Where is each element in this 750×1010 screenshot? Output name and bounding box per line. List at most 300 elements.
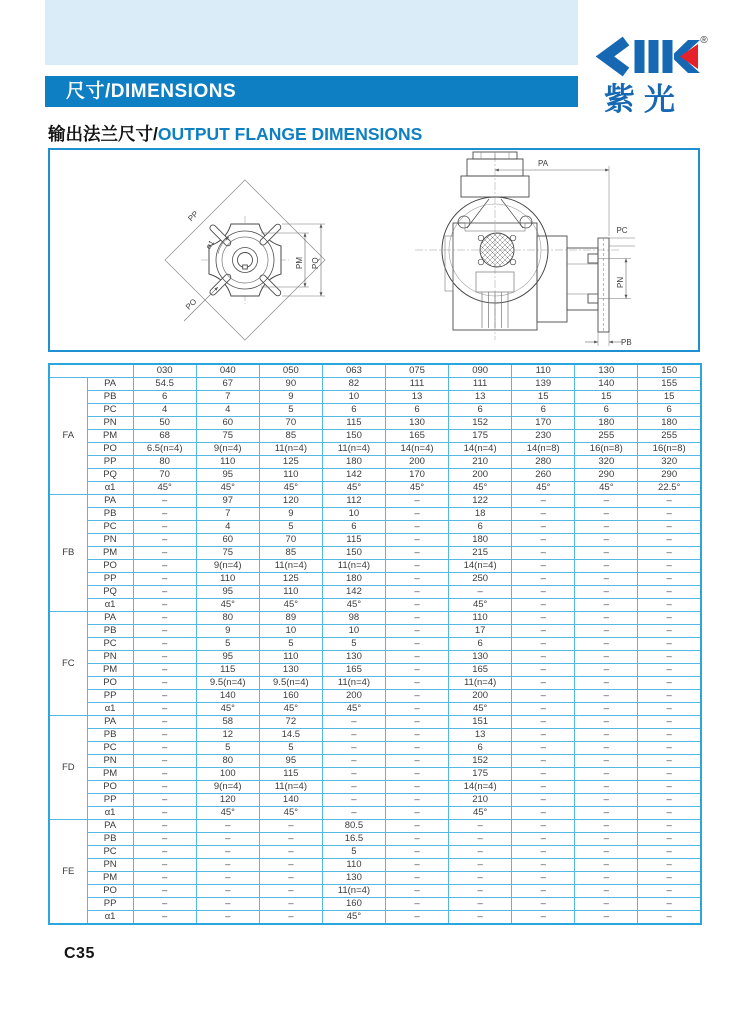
dimension-cell: – (385, 898, 448, 911)
dimension-cell: – (512, 859, 575, 872)
dimension-cell: 9(n=4) (196, 560, 259, 573)
dimension-cell: 170 (385, 469, 448, 482)
table-corner-cell (49, 364, 133, 378)
dimension-cell: – (196, 846, 259, 859)
dimension-cell: 110 (259, 469, 322, 482)
row-label: α1 (87, 599, 133, 612)
dimension-cell: – (638, 820, 701, 833)
dimension-cell: 110 (322, 859, 385, 872)
dimension-cell: 111 (385, 378, 448, 391)
table-row (49, 547, 701, 560)
dimension-cell: 45° (575, 482, 638, 495)
dimension-cell: 180 (322, 456, 385, 469)
dimension-cell: 200 (385, 456, 448, 469)
dimension-cell: – (638, 586, 701, 599)
dimension-cell: – (638, 690, 701, 703)
dimension-cell: 142 (322, 469, 385, 482)
dimension-cell: – (575, 781, 638, 794)
logo-z-stroke (605, 41, 626, 72)
dimension-cell: 6 (133, 391, 196, 404)
row-label: PA (87, 612, 133, 625)
dimension-cell: – (512, 846, 575, 859)
dimension-cell: 100 (196, 768, 259, 781)
dimension-cell: 115 (322, 534, 385, 547)
dimension-cell: 120 (259, 495, 322, 508)
dimension-cell: 11(n=4) (449, 677, 512, 690)
table-row (49, 417, 701, 430)
dimension-cell: – (512, 534, 575, 547)
dimension-cell: 85 (259, 430, 322, 443)
dimension-cell: 9 (259, 508, 322, 521)
dimension-cell: 7 (196, 391, 259, 404)
logo-i2 (649, 40, 659, 73)
dimension-cell: 6 (638, 404, 701, 417)
housing-ribs (482, 292, 508, 328)
dimension-cell: 180 (322, 573, 385, 586)
table-row (49, 651, 701, 664)
section-banner (45, 76, 578, 107)
dimension-cell: 45° (322, 482, 385, 495)
dimension-cell: – (575, 703, 638, 716)
dimension-cell: 45° (322, 911, 385, 925)
dimension-cell: – (638, 833, 701, 846)
table-row (49, 599, 701, 612)
dimension-cell: 255 (575, 430, 638, 443)
table-row (49, 378, 701, 391)
dimension-cell: 45° (196, 807, 259, 820)
dimension-cell: 255 (638, 430, 701, 443)
dimension-cell: 115 (322, 417, 385, 430)
dimension-cell: 175 (449, 768, 512, 781)
dimension-cell: 5 (196, 742, 259, 755)
dimension-cell: 45° (259, 482, 322, 495)
dimension-cell: 97 (196, 495, 259, 508)
column-header: 040 (196, 364, 259, 378)
page-title-en: OUTPUT FLANGE DIMENSIONS (157, 124, 423, 144)
brand-logo (596, 34, 710, 118)
dimension-cell: 290 (575, 469, 638, 482)
dimension-cell: 4 (133, 404, 196, 417)
dimension-cell: 22.5° (638, 482, 701, 495)
dimension-cell: 18 (449, 508, 512, 521)
dimension-cell: – (133, 872, 196, 885)
dimension-cell: 210 (449, 794, 512, 807)
dimension-cell: – (512, 651, 575, 664)
dimension-cell: – (259, 846, 322, 859)
dimension-cell: – (638, 872, 701, 885)
row-label: PM (87, 430, 133, 443)
dimension-cell: 14(n=4) (449, 443, 512, 456)
dimension-cell: 95 (259, 755, 322, 768)
dimension-cell: – (385, 729, 448, 742)
dimension-cell: – (575, 560, 638, 573)
dimension-cell: 13 (449, 729, 512, 742)
table-row (49, 456, 701, 469)
row-label: PO (87, 885, 133, 898)
dimension-cell: 5 (259, 638, 322, 651)
row-label: PM (87, 768, 133, 781)
dimension-cell: – (575, 794, 638, 807)
dimension-cell: – (638, 651, 701, 664)
dimension-cell: – (512, 703, 575, 716)
row-label: PP (87, 690, 133, 703)
dimension-cell: – (512, 716, 575, 729)
dimension-cell: – (259, 833, 322, 846)
pc-label: PC (616, 226, 628, 235)
dimension-cell: 50 (133, 417, 196, 430)
dimension-cell: – (512, 729, 575, 742)
dimension-cell: – (133, 521, 196, 534)
dimension-cell: 4 (196, 521, 259, 534)
dimension-cell: 7 (196, 508, 259, 521)
dimension-cell: – (638, 794, 701, 807)
dimension-cell: – (512, 898, 575, 911)
dimension-cell: – (512, 638, 575, 651)
dimension-cell: 215 (449, 547, 512, 560)
dimension-cell: – (322, 807, 385, 820)
dimension-cell: 10 (322, 508, 385, 521)
dimension-cell: 6 (449, 404, 512, 417)
dimension-cell: – (322, 781, 385, 794)
row-label: PA (87, 716, 133, 729)
dimension-cell: 5 (196, 638, 259, 651)
dimension-cell: 130 (385, 417, 448, 430)
dimension-cell: – (638, 716, 701, 729)
dimension-cell: 13 (385, 391, 448, 404)
dimension-cell: – (512, 664, 575, 677)
dimension-cell: – (638, 911, 701, 925)
dimension-cell: – (385, 885, 448, 898)
dimension-cell: – (196, 820, 259, 833)
dimension-cell: – (638, 521, 701, 534)
dimension-cell: – (575, 898, 638, 911)
row-label: PN (87, 651, 133, 664)
dimension-cell: 10 (322, 391, 385, 404)
dimension-cell: – (512, 833, 575, 846)
dimension-cell: 5 (322, 846, 385, 859)
group-label: FD (49, 716, 87, 820)
table-row (49, 911, 701, 925)
dimension-cell: – (638, 807, 701, 820)
dimension-cell: 5 (322, 638, 385, 651)
dimension-cell: – (133, 508, 196, 521)
dimension-cell: 110 (259, 586, 322, 599)
dimension-cell: – (385, 677, 448, 690)
dimension-cell: – (575, 508, 638, 521)
dimension-cell: – (133, 560, 196, 573)
dimension-cell: 16.5 (322, 833, 385, 846)
dimension-cell: – (512, 911, 575, 925)
row-label: PQ (87, 586, 133, 599)
dimension-cell: – (575, 638, 638, 651)
dimension-cell: – (575, 755, 638, 768)
dimension-cell: – (133, 495, 196, 508)
dimension-cell: 9.5(n=4) (259, 677, 322, 690)
dimension-cell: 150 (322, 547, 385, 560)
dimension-cell: – (575, 573, 638, 586)
table-row (49, 755, 701, 768)
page-title (48, 121, 422, 146)
dimension-cell: – (133, 807, 196, 820)
table-row (49, 534, 701, 547)
row-label: PM (87, 664, 133, 677)
column-header: 150 (638, 364, 701, 378)
dimension-cell: 9(n=4) (196, 781, 259, 794)
dimension-cell: 165 (385, 430, 448, 443)
dimension-cell: – (385, 495, 448, 508)
dimension-cell: – (575, 859, 638, 872)
dimension-cell: 95 (196, 651, 259, 664)
dimension-cell: – (575, 534, 638, 547)
dimension-cell: – (638, 495, 701, 508)
dimension-cell: – (133, 599, 196, 612)
dimension-cell: 95 (196, 586, 259, 599)
dimension-cell: – (638, 664, 701, 677)
dimension-cell: – (575, 820, 638, 833)
dimension-cell: – (512, 560, 575, 573)
dimension-cell: – (575, 651, 638, 664)
dimension-cell: – (449, 820, 512, 833)
table-row (49, 560, 701, 573)
dimension-cell: – (449, 911, 512, 925)
row-label: PB (87, 729, 133, 742)
dimension-cell: – (638, 612, 701, 625)
group-label: FE (49, 820, 87, 925)
dimension-cell: – (638, 885, 701, 898)
dimension-cell: – (133, 768, 196, 781)
table-row (49, 495, 701, 508)
dimension-cell: 11(n=4) (322, 677, 385, 690)
dimension-cell: 170 (512, 417, 575, 430)
row-label: PC (87, 638, 133, 651)
dimension-cell: – (196, 872, 259, 885)
dimension-cell: – (638, 508, 701, 521)
flange-front-view (165, 180, 325, 340)
table-row (49, 573, 701, 586)
dimension-cell: – (575, 612, 638, 625)
page-number: C35 (64, 945, 95, 962)
dimension-cell: 120 (196, 794, 259, 807)
dimension-cell: – (638, 859, 701, 872)
dimension-cell: – (385, 872, 448, 885)
table-row (49, 898, 701, 911)
dimension-cell: – (385, 768, 448, 781)
dimension-cell: 180 (638, 417, 701, 430)
dimension-cell: 75 (196, 547, 259, 560)
dimension-cell: 11(n=4) (322, 885, 385, 898)
row-label: α1 (87, 482, 133, 495)
dimension-cell: 5 (259, 521, 322, 534)
dimension-cell: 58 (196, 716, 259, 729)
dimension-cell: – (259, 872, 322, 885)
row-label: PP (87, 794, 133, 807)
dimension-cell: 250 (449, 573, 512, 586)
table-row (49, 716, 701, 729)
table-row (49, 833, 701, 846)
dimension-cell: – (575, 911, 638, 925)
dimension-cell: – (575, 833, 638, 846)
dimension-cell: 75 (196, 430, 259, 443)
dimension-cell: – (385, 833, 448, 846)
dimension-cell: – (385, 690, 448, 703)
gearbox-side-view (415, 152, 635, 347)
logo-i1 (635, 40, 645, 73)
dimension-cell: 6 (449, 521, 512, 534)
dimension-cell: 6 (322, 521, 385, 534)
dimension-cell: – (385, 638, 448, 651)
pp-label: PP (186, 209, 201, 224)
dimension-cell: – (259, 859, 322, 872)
dimension-cell: 6 (512, 404, 575, 417)
dimension-cell: 45° (385, 482, 448, 495)
dimension-cell: 45° (449, 599, 512, 612)
dimension-cell: 140 (259, 794, 322, 807)
dimension-cell: 165 (449, 664, 512, 677)
dimension-cell: – (575, 768, 638, 781)
dimension-cell: – (385, 859, 448, 872)
row-label: PB (87, 391, 133, 404)
row-label: α1 (87, 807, 133, 820)
dimension-cell: – (196, 911, 259, 925)
column-header: 110 (512, 364, 575, 378)
dimension-cell: 68 (133, 430, 196, 443)
dimension-cell: – (575, 716, 638, 729)
dimension-cell: 11(n=4) (259, 443, 322, 456)
dimension-cell: 6 (322, 404, 385, 417)
table-row (49, 703, 701, 716)
dimension-cell: – (385, 521, 448, 534)
column-header: 090 (449, 364, 512, 378)
row-label: α1 (87, 703, 133, 716)
dimension-cell: – (133, 820, 196, 833)
dimension-cell: 140 (196, 690, 259, 703)
table-row (49, 443, 701, 456)
dimension-cell: 54.5 (133, 378, 196, 391)
dimension-cell: 11(n=4) (259, 781, 322, 794)
dimension-cell: – (638, 547, 701, 560)
dimension-cell: 45° (196, 482, 259, 495)
dimension-cell: 6 (575, 404, 638, 417)
dimension-cell: 45° (512, 482, 575, 495)
dimension-cell: – (133, 664, 196, 677)
dimension-cell: – (575, 521, 638, 534)
dimension-cell: 11(n=4) (322, 560, 385, 573)
dimension-cell: – (512, 599, 575, 612)
dimension-cell: – (133, 755, 196, 768)
dimension-cell: 15 (512, 391, 575, 404)
dimension-cell: 125 (259, 573, 322, 586)
dimension-cell: 155 (638, 378, 701, 391)
dimension-cell: 10 (322, 625, 385, 638)
dimension-cell: – (133, 729, 196, 742)
dimension-cell: 45° (449, 807, 512, 820)
dimension-cell: – (638, 573, 701, 586)
dimension-cell: 175 (449, 430, 512, 443)
brand-name-cn: 紫光 (604, 82, 684, 117)
dimension-cell: – (449, 846, 512, 859)
dimension-cell: – (133, 703, 196, 716)
row-label: PC (87, 521, 133, 534)
row-label: PN (87, 417, 133, 430)
dimension-cell: 13 (449, 391, 512, 404)
dimension-cell: 130 (322, 872, 385, 885)
dimension-cell: – (575, 885, 638, 898)
dimension-cell: 15 (638, 391, 701, 404)
dimension-cell: 80 (196, 755, 259, 768)
dimension-cell: – (449, 859, 512, 872)
dimension-cell: – (638, 534, 701, 547)
dimension-cell: 82 (322, 378, 385, 391)
table-row (49, 638, 701, 651)
dimension-cell: 152 (449, 755, 512, 768)
column-header: 050 (259, 364, 322, 378)
row-label: PP (87, 573, 133, 586)
dimension-cell: 6.5(n=4) (133, 443, 196, 456)
dimension-cell: – (638, 625, 701, 638)
dimension-cell: – (322, 794, 385, 807)
row-label: PN (87, 859, 133, 872)
dimension-cell: – (196, 898, 259, 911)
dimension-cell: 14.5 (259, 729, 322, 742)
dimension-cell: 72 (259, 716, 322, 729)
dimension-cell: – (385, 716, 448, 729)
dimension-cell: 152 (449, 417, 512, 430)
dimension-cell: 142 (322, 586, 385, 599)
dimension-cell: 110 (196, 573, 259, 586)
dimension-cell: – (385, 534, 448, 547)
dimension-cell: 200 (449, 469, 512, 482)
dimension-cell: – (512, 820, 575, 833)
dimension-cell: – (385, 586, 448, 599)
dimension-cell: – (512, 521, 575, 534)
dimension-cell: 80 (196, 612, 259, 625)
dimension-cell: – (575, 872, 638, 885)
dimension-cell: 98 (322, 612, 385, 625)
dimension-cell: 90 (259, 378, 322, 391)
dimension-cell: 12 (196, 729, 259, 742)
group-label: FB (49, 495, 87, 612)
dimension-cell: 60 (196, 534, 259, 547)
table-row (49, 612, 701, 625)
dimension-cell: – (385, 560, 448, 573)
dimension-cell: 280 (512, 456, 575, 469)
dimension-cell: – (133, 911, 196, 925)
row-label: PC (87, 846, 133, 859)
dimension-cell: – (512, 508, 575, 521)
dimension-cell: – (133, 547, 196, 560)
dimension-cell: – (575, 807, 638, 820)
dimension-cell: 6 (385, 404, 448, 417)
dimension-cell: – (259, 885, 322, 898)
table-row (49, 820, 701, 833)
pa-label: PA (537, 159, 549, 168)
dimension-cell: – (575, 625, 638, 638)
dimension-cell: 11(n=4) (259, 560, 322, 573)
dimension-cell: 112 (322, 495, 385, 508)
table-row (49, 586, 701, 599)
dimension-cell: 320 (575, 456, 638, 469)
dimension-cell: 5 (259, 404, 322, 417)
dimension-cell: – (385, 742, 448, 755)
table-row (49, 794, 701, 807)
dimension-cell: 6 (449, 638, 512, 651)
dimension-cell: 45° (449, 482, 512, 495)
dimension-cell: 45° (196, 599, 259, 612)
table-row (49, 729, 701, 742)
registered-mark: ® (700, 35, 708, 46)
dimension-cell: – (385, 820, 448, 833)
row-label: PN (87, 534, 133, 547)
